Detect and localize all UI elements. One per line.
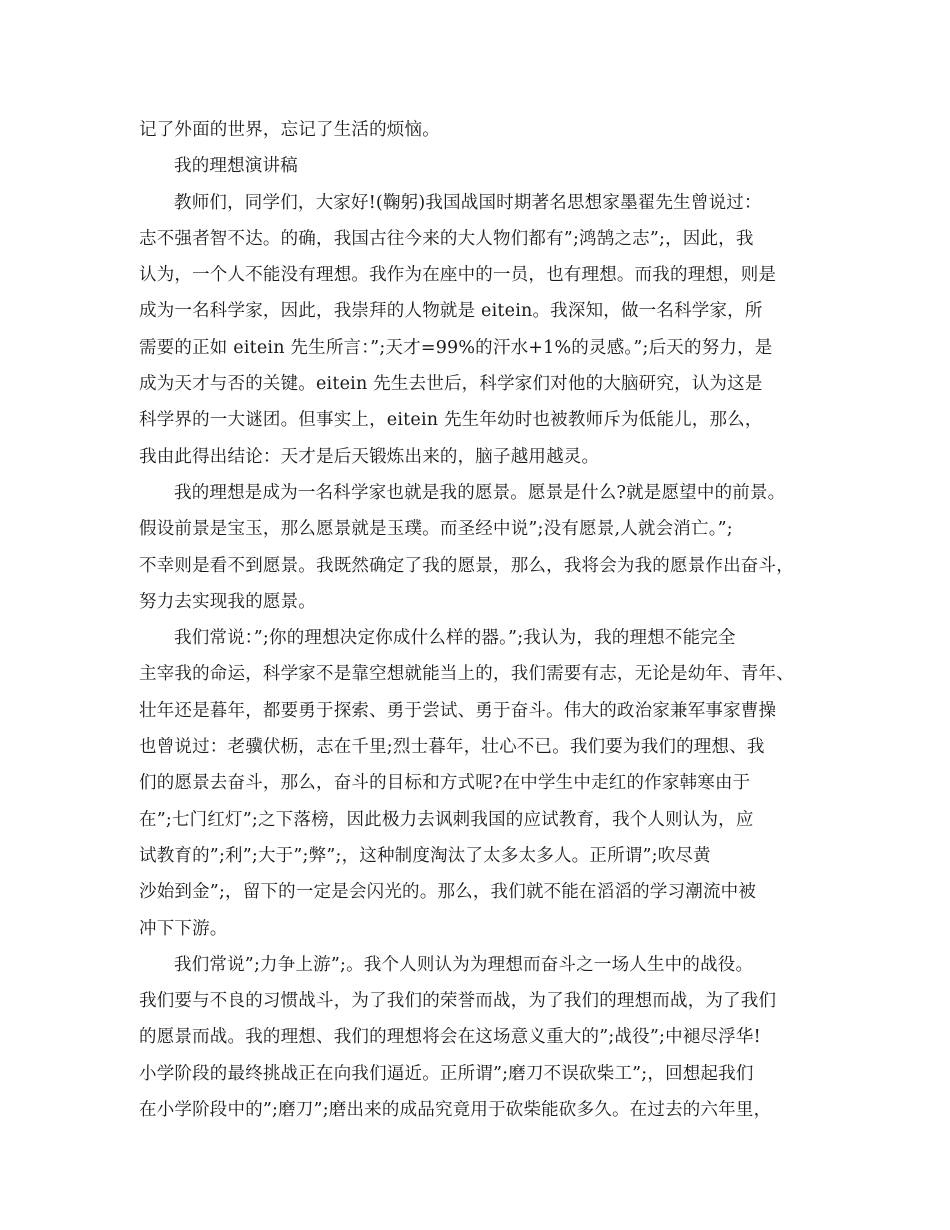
text-line: 小学阶段的最终挑战正在向我们逼近。正所谓”;磨刀不误砍柴工”;，回想起我们 (139, 1063, 754, 1084)
text-line: 我们常说”;力争上游”;。我个人则认为为理想而奋斗之一场人生中的战役。 (174, 954, 754, 975)
text-line: 主宰我的命运，科学家不是靠空想就能当上的，我们需要有志，无论是幼年、青年、 (139, 664, 794, 685)
document-body (139, 112, 829, 1128)
text-line: 我由此得出结论：天才是后天锻炼出来的，脑子越用越灵。 (139, 446, 600, 467)
text-line: 科学界的一大谜团。但事实上，eitein 先生年幼时也被教师斥为低能儿，那么， (139, 410, 763, 431)
text-line: 我们常说：”;你的理想决定你成什么样的器。”;我认为，我的理想不能完全 (174, 628, 736, 649)
text-line: 我的理想演讲稿 (174, 156, 298, 177)
text-line: 认为，一个人不能没有理想。我作为在座中的一员，也有理想。而我的理想，则是 (139, 265, 777, 286)
text-line: 冲下下游。 (139, 918, 228, 939)
text-line: 也曾说过：老骥伏枥，志在千里;烈士暮年，壮心不已。我们要为我们的理想、我 (139, 737, 765, 758)
text-line: 志不强者智不达。的确，我国古往今来的大人物们都有”;鸿鹄之志”;，因此，我 (139, 228, 754, 249)
text-line: 记了外面的世界，忘记了生活的烦恼。 (139, 120, 440, 140)
text-line: 在小学阶段中的”;磨刀”;磨出来的成品究竟用于砍柴能砍多久。在过去的六年里， (139, 1100, 772, 1121)
text-line: 我们要与不良的习惯战斗，为了我们的荣誉而战，为了我们的理想而战，为了我们 (139, 991, 777, 1012)
text-line: 努力去实现我的愿景。 (139, 591, 316, 612)
text-line: 试教育的”;利”;大于”;弊”;，这种制度淘汰了太多太多人。正所谓”;吹尽黄 (139, 845, 711, 866)
text-line: 成为天才与否的关键。eitein 先生去世后，科学家们对他的大脑研究，认为这是 (139, 374, 763, 395)
text-line: 在”;七门红灯”;之下落榜，因此极力去讽刺我国的应试教育，我个人则认为，应 (139, 809, 754, 830)
text-line: 不幸则是看不到愿景。我既然确定了我的愿景，那么，我将会为我的愿景作出奋斗， (139, 555, 794, 576)
text-line: 教师们，同学们，大家好!(鞠躬)我国战国时期著名思想家墨翟先生曾说过： (174, 192, 762, 213)
text-line: 需要的正如 eitein 先生所言：”;天才=99%的汗水+1%的灵感。”;后天的努力，是 (139, 337, 773, 358)
text-line: 壮年还是暮年，都要勇于探索、勇于尝试、勇于奋斗。伟大的政治家兼军事家曹操 (139, 700, 777, 721)
text-line: 我的理想是成为一名科学家也就是我的愿景。愿景是什么?就是愿望中的前景。 (174, 482, 786, 503)
text-line: 成为一名科学家，因此，我崇拜的人物就是 eitein。我深知，做一名科学家，所 (139, 301, 763, 322)
text-line: 们的愿景去奋斗，那么，奋斗的目标和方式呢?在中学生中走红的作家韩寒由于 (139, 773, 751, 794)
text-line: 的愿景而战。我的理想、我们的理想将会在这场意义重大的”;战役”;中褪尽浮华! (139, 1027, 761, 1048)
text-line: 假设前景是宝玉，那么愿景就是玉璞。而圣经中说”;没有愿景,人就会消亡。”; (139, 519, 733, 540)
text-line: 沙始到金”;，留下的一定是会闪光的。那么，我们就不能在滔滔的学习潮流中被 (139, 882, 757, 903)
